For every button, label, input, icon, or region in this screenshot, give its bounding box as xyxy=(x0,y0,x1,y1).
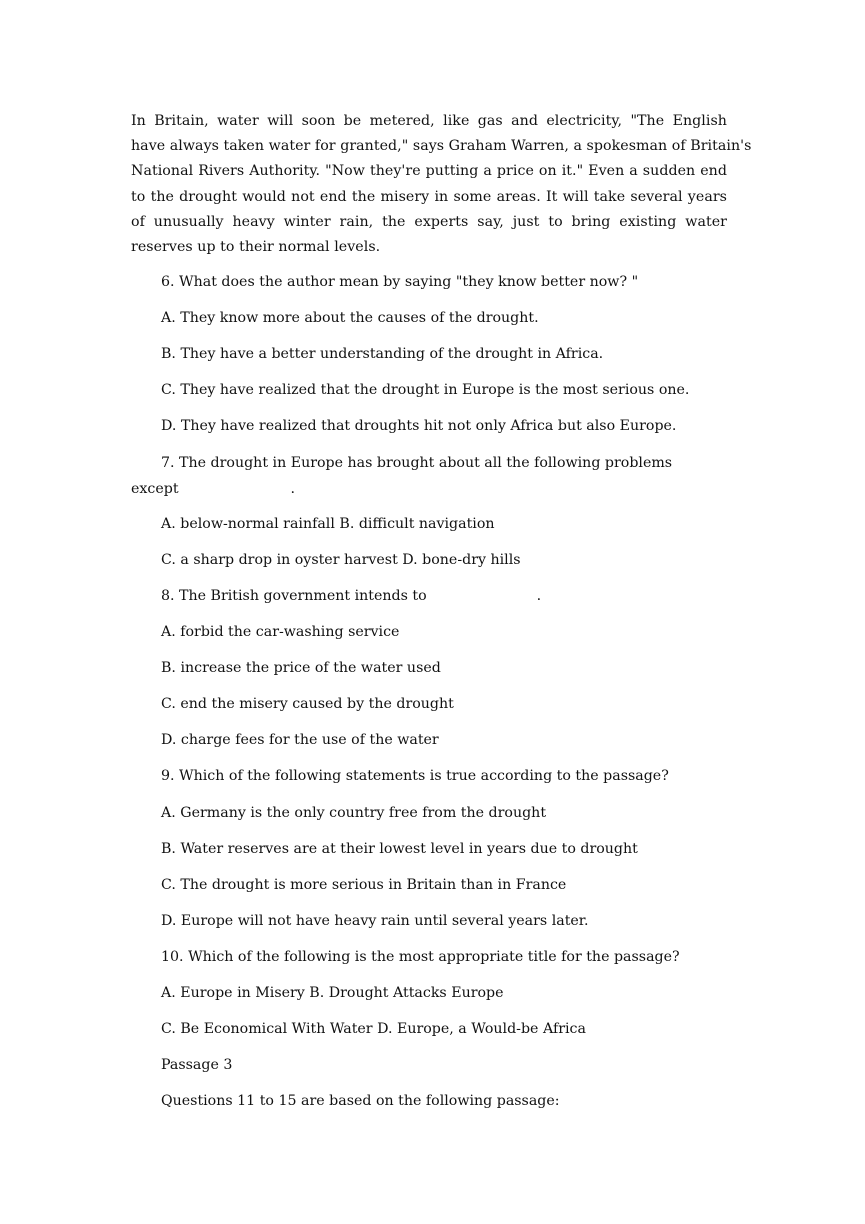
question-6: 6. What does the author mean by saying "they know better now? " xyxy=(161,274,639,290)
paragraph-line: National Rivers Authority. "Now they're putting a price on it." Even a sudden end xyxy=(131,163,727,180)
q8-option-c: C. end the misery caused by the drought xyxy=(161,696,454,712)
question-7: 7. The drought in Europe has brought about all the following problems xyxy=(161,455,673,471)
question-8-text: 8. The British government intends to xyxy=(161,588,427,604)
q9-option-b: B. Water reserves are at their lowest level in years due to drought xyxy=(161,841,638,857)
question-7-except: except xyxy=(131,481,179,497)
question-10: 10. Which of the following is the most appropriate title for the passage? xyxy=(161,949,680,965)
question-8-period: . xyxy=(536,588,542,604)
question-7-continuation xyxy=(131,479,295,499)
q6-option-b: B. They have a better understanding of the drought in Africa. xyxy=(161,346,604,362)
question-8 xyxy=(161,586,541,606)
q7-options-ab: A. below-normal rainfall B. difficult navigation xyxy=(161,516,495,532)
q6-option-c: C. They have realized that the drought in Europe is the most serious one. xyxy=(161,382,690,398)
paragraph-line: have always taken water for granted," says Graham Warren, a spokesman of Britain's xyxy=(131,138,752,155)
q10-options-ab: A. Europe in Misery B. Drought Attacks Europe xyxy=(161,985,504,1001)
q9-option-c: C. The drought is more serious in Britain than in France xyxy=(161,877,567,893)
q9-option-d: D. Europe will not have heavy rain until several years later. xyxy=(161,913,589,929)
paragraph-line: reserves up to their normal levels. xyxy=(131,239,381,256)
q8-option-d: D. charge fees for the use of the water xyxy=(161,732,439,748)
paragraph-line: In Britain, water will soon be metered, like gas and electricity, "The English xyxy=(131,113,727,129)
q6-option-a: A. They know more about the causes of the drought. xyxy=(161,310,539,326)
q10-options-cd: C. Be Economical With Water D. Europe, a Would-be Africa xyxy=(161,1021,586,1037)
question-9: 9. Which of the following statements is true according to the passage? xyxy=(161,768,669,784)
q8-option-b: B. increase the price of the water used xyxy=(161,660,441,676)
paragraph-line: to the drought would not end the misery in some areas. It will take several years xyxy=(131,188,727,205)
q6-option-d: D. They have realized that droughts hit not only Africa but also Europe. xyxy=(161,418,677,434)
passage-3-instruction: Questions 11 to 15 are based on the following passage: xyxy=(161,1093,560,1109)
question-7-period: . xyxy=(290,481,296,497)
q9-option-a: A. Germany is the only country free from the drought xyxy=(161,805,547,821)
paragraph-line: of unusually heavy winter rain, the experts say, just to bring existing water xyxy=(131,213,727,230)
passage-paragraph xyxy=(131,109,752,260)
passage-3-heading: Passage 3 xyxy=(161,1057,233,1073)
q8-option-a: A. forbid the car-washing service xyxy=(161,624,400,640)
q7-options-cd: C. a sharp drop in oyster harvest D. bone-dry hills xyxy=(161,552,521,568)
